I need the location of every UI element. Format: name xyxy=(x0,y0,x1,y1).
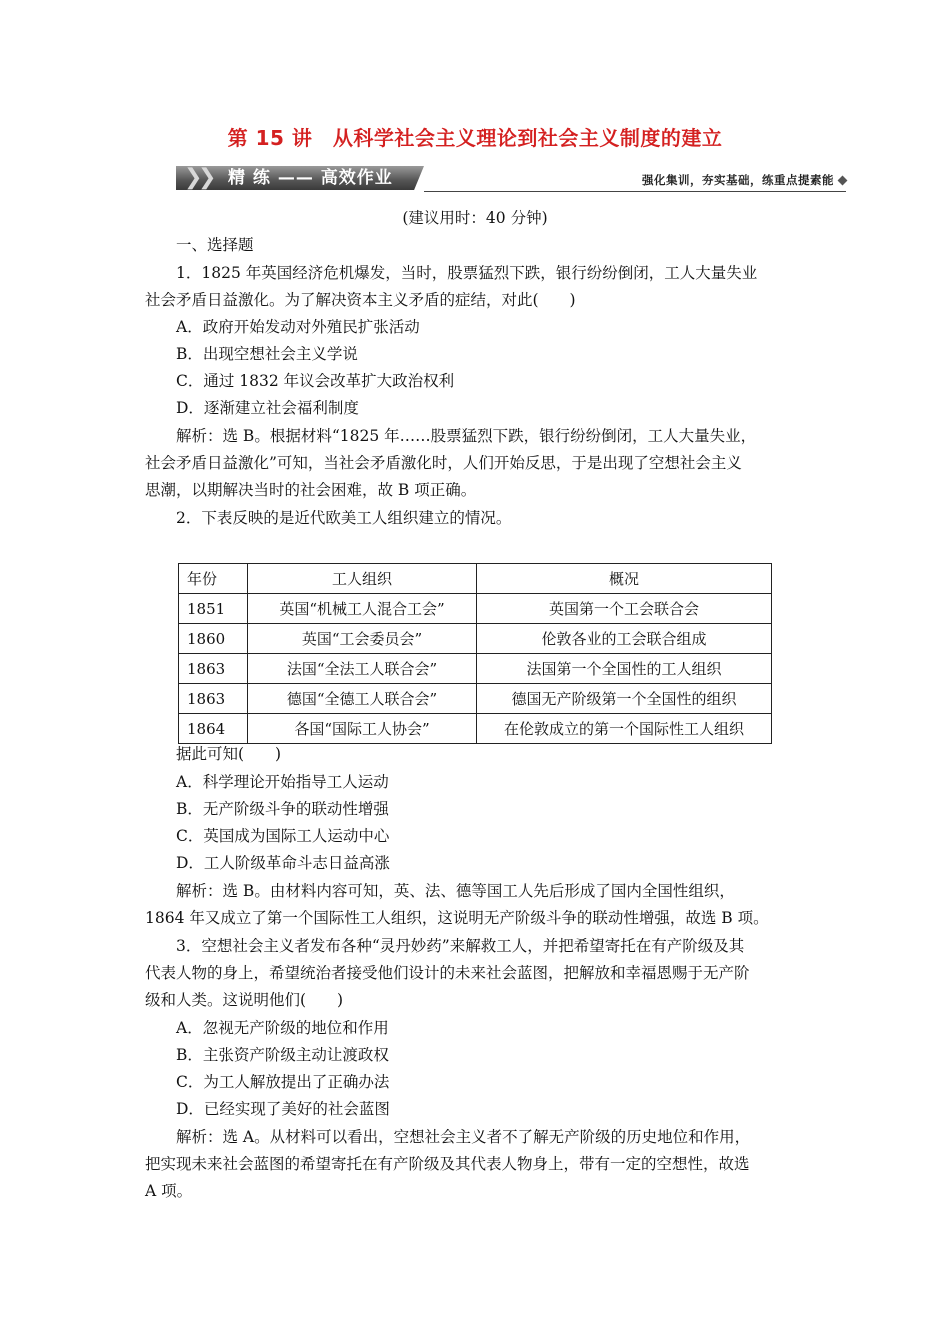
q3-analysis-line: 把实现未来社会蓝图的希望寄托在有产阶级及其代表人物身上，带有一定的空想性，故选 xyxy=(145,1155,750,1173)
q2-option-a: A．科学理论开始指导工人运动 xyxy=(176,773,389,791)
q1-option-a: A．政府开始发动对外殖民扩张活动 xyxy=(176,318,420,336)
table-header-cell: 年份 xyxy=(179,564,248,594)
table-row xyxy=(179,594,772,624)
q3-analysis-line: 解析：选 A。从材料可以看出，空想社会主义者不了解无产阶级的历史地位和作用， xyxy=(176,1128,751,1146)
table-row xyxy=(179,684,772,714)
banner-slogan: 强化集训，夯实基础，练重点提素能 xyxy=(642,173,834,187)
q1-option-d: D．逐渐建立社会福利制度 xyxy=(176,399,359,417)
q3-option-a: A．忽视无产阶级的地位和作用 xyxy=(176,1019,389,1037)
q3-stem-line: 3．空想社会主义者发布各种“灵丹妙药”来解救工人，并把希望寄托在有产阶级及其 xyxy=(176,937,745,955)
chevron-icon: ❯ xyxy=(184,165,203,190)
table-cell: 1863 xyxy=(179,654,248,684)
section-banner xyxy=(176,164,846,194)
q1-analysis-line: 思潮，以期解决当时的社会困难，故 B 项正确。 xyxy=(145,481,477,499)
table-cell: 德国无产阶级第一个全国性的组织 xyxy=(477,684,772,714)
q1-analysis-line: 社会矛盾日益激化”可知，当社会矛盾激化时，人们开始反思，于是出现了空想社会主义 xyxy=(145,454,742,472)
lesson-title: 第 15 讲 从科学社会主义理论到社会主义制度的建立 xyxy=(227,126,723,150)
q3-stem-line: 代表人物的身上，希望统治者接受他们设计的未来社会蓝图，把解放和幸福恩赐于无产阶 xyxy=(145,964,750,982)
table-cell: 英国“工会委员会” xyxy=(248,624,477,654)
table-cell: 英国第一个工会联合会 xyxy=(477,594,772,624)
banner-rule xyxy=(424,191,846,192)
table-cell: 1864 xyxy=(179,714,248,744)
q1-option-c: C．通过 1832 年议会改革扩大政治权利 xyxy=(176,372,455,390)
q3-stem-line: 级和人类。这说明他们( ) xyxy=(145,991,344,1009)
table-cell: 1851 xyxy=(179,594,248,624)
q1-stem-line: 社会矛盾日益激化。为了解决资本主义矛盾的症结，对此( ) xyxy=(145,291,576,309)
diamond-icon xyxy=(838,176,848,186)
table-cell: 英国“机械工人混合工会” xyxy=(248,594,477,624)
q1-stem-line: 1．1825 年英国经济危机爆发，当时，股票猛烈下跌，银行纷纷倒闭，工人大量失业 xyxy=(176,264,758,282)
q2-option-b: B．无产阶级斗争的联动性增强 xyxy=(176,800,389,818)
q2-stem: 2．下表反映的是近代欧美工人组织建立的情况。 xyxy=(176,509,512,527)
q2-option-d: D．工人阶级革命斗志日益高涨 xyxy=(176,854,390,872)
q2-analysis-line: 解析：选 B。由材料内容可知，英、法、德等国工人先后形成了国内全国性组织， xyxy=(176,882,735,900)
table-row xyxy=(179,654,772,684)
time-hint: (建议用时：40 分钟) xyxy=(402,209,548,227)
table-row xyxy=(179,714,772,744)
banner-label: 精 练 —— 高效作业 xyxy=(228,168,393,188)
q2-option-c: C．英国成为国际工人运动中心 xyxy=(176,827,390,845)
table-header-cell: 概况 xyxy=(477,564,772,594)
q3-option-d: D．已经实现了美好的社会蓝图 xyxy=(176,1100,390,1118)
table-cell: 1863 xyxy=(179,684,248,714)
table-cell: 法国第一个全国性的工人组织 xyxy=(477,654,772,684)
table-cell: 伦敦各业的工会联合组成 xyxy=(477,624,772,654)
q1-option-b: B．出现空想社会主义学说 xyxy=(176,345,358,363)
q2-prompt: 据此可知( ) xyxy=(176,745,282,763)
table-header-row xyxy=(179,564,772,594)
q2-analysis-line: 1864 年又成立了第一个国际性工人组织，这说明无产阶级斗争的联动性增强，故选 B 项。 xyxy=(145,909,769,927)
q3-option-b: B．主张资产阶级主动让渡政权 xyxy=(176,1046,389,1064)
table-cell: 法国“全法工人联合会” xyxy=(248,654,477,684)
table-cell: 各国“国际工人协会” xyxy=(248,714,477,744)
worker-org-table xyxy=(178,563,772,744)
q3-analysis-line: A 项。 xyxy=(145,1182,193,1200)
table-cell: 德国“全德工人联合会” xyxy=(248,684,477,714)
table-row xyxy=(179,624,772,654)
table-header-cell: 工人组织 xyxy=(248,564,477,594)
q1-analysis-line: 解析：选 B。根据材料“1825 年……股票猛烈下跌，银行纷纷倒闭，工人大量失业， xyxy=(176,427,757,445)
section-heading: 一、选择题 xyxy=(176,236,254,254)
table-cell: 在伦敦成立的第一个国际性工人组织 xyxy=(477,714,772,744)
chevron-icon: ❯ xyxy=(198,165,217,190)
table-cell: 1860 xyxy=(179,624,248,654)
q3-option-c: C．为工人解放提出了正确办法 xyxy=(176,1073,390,1091)
